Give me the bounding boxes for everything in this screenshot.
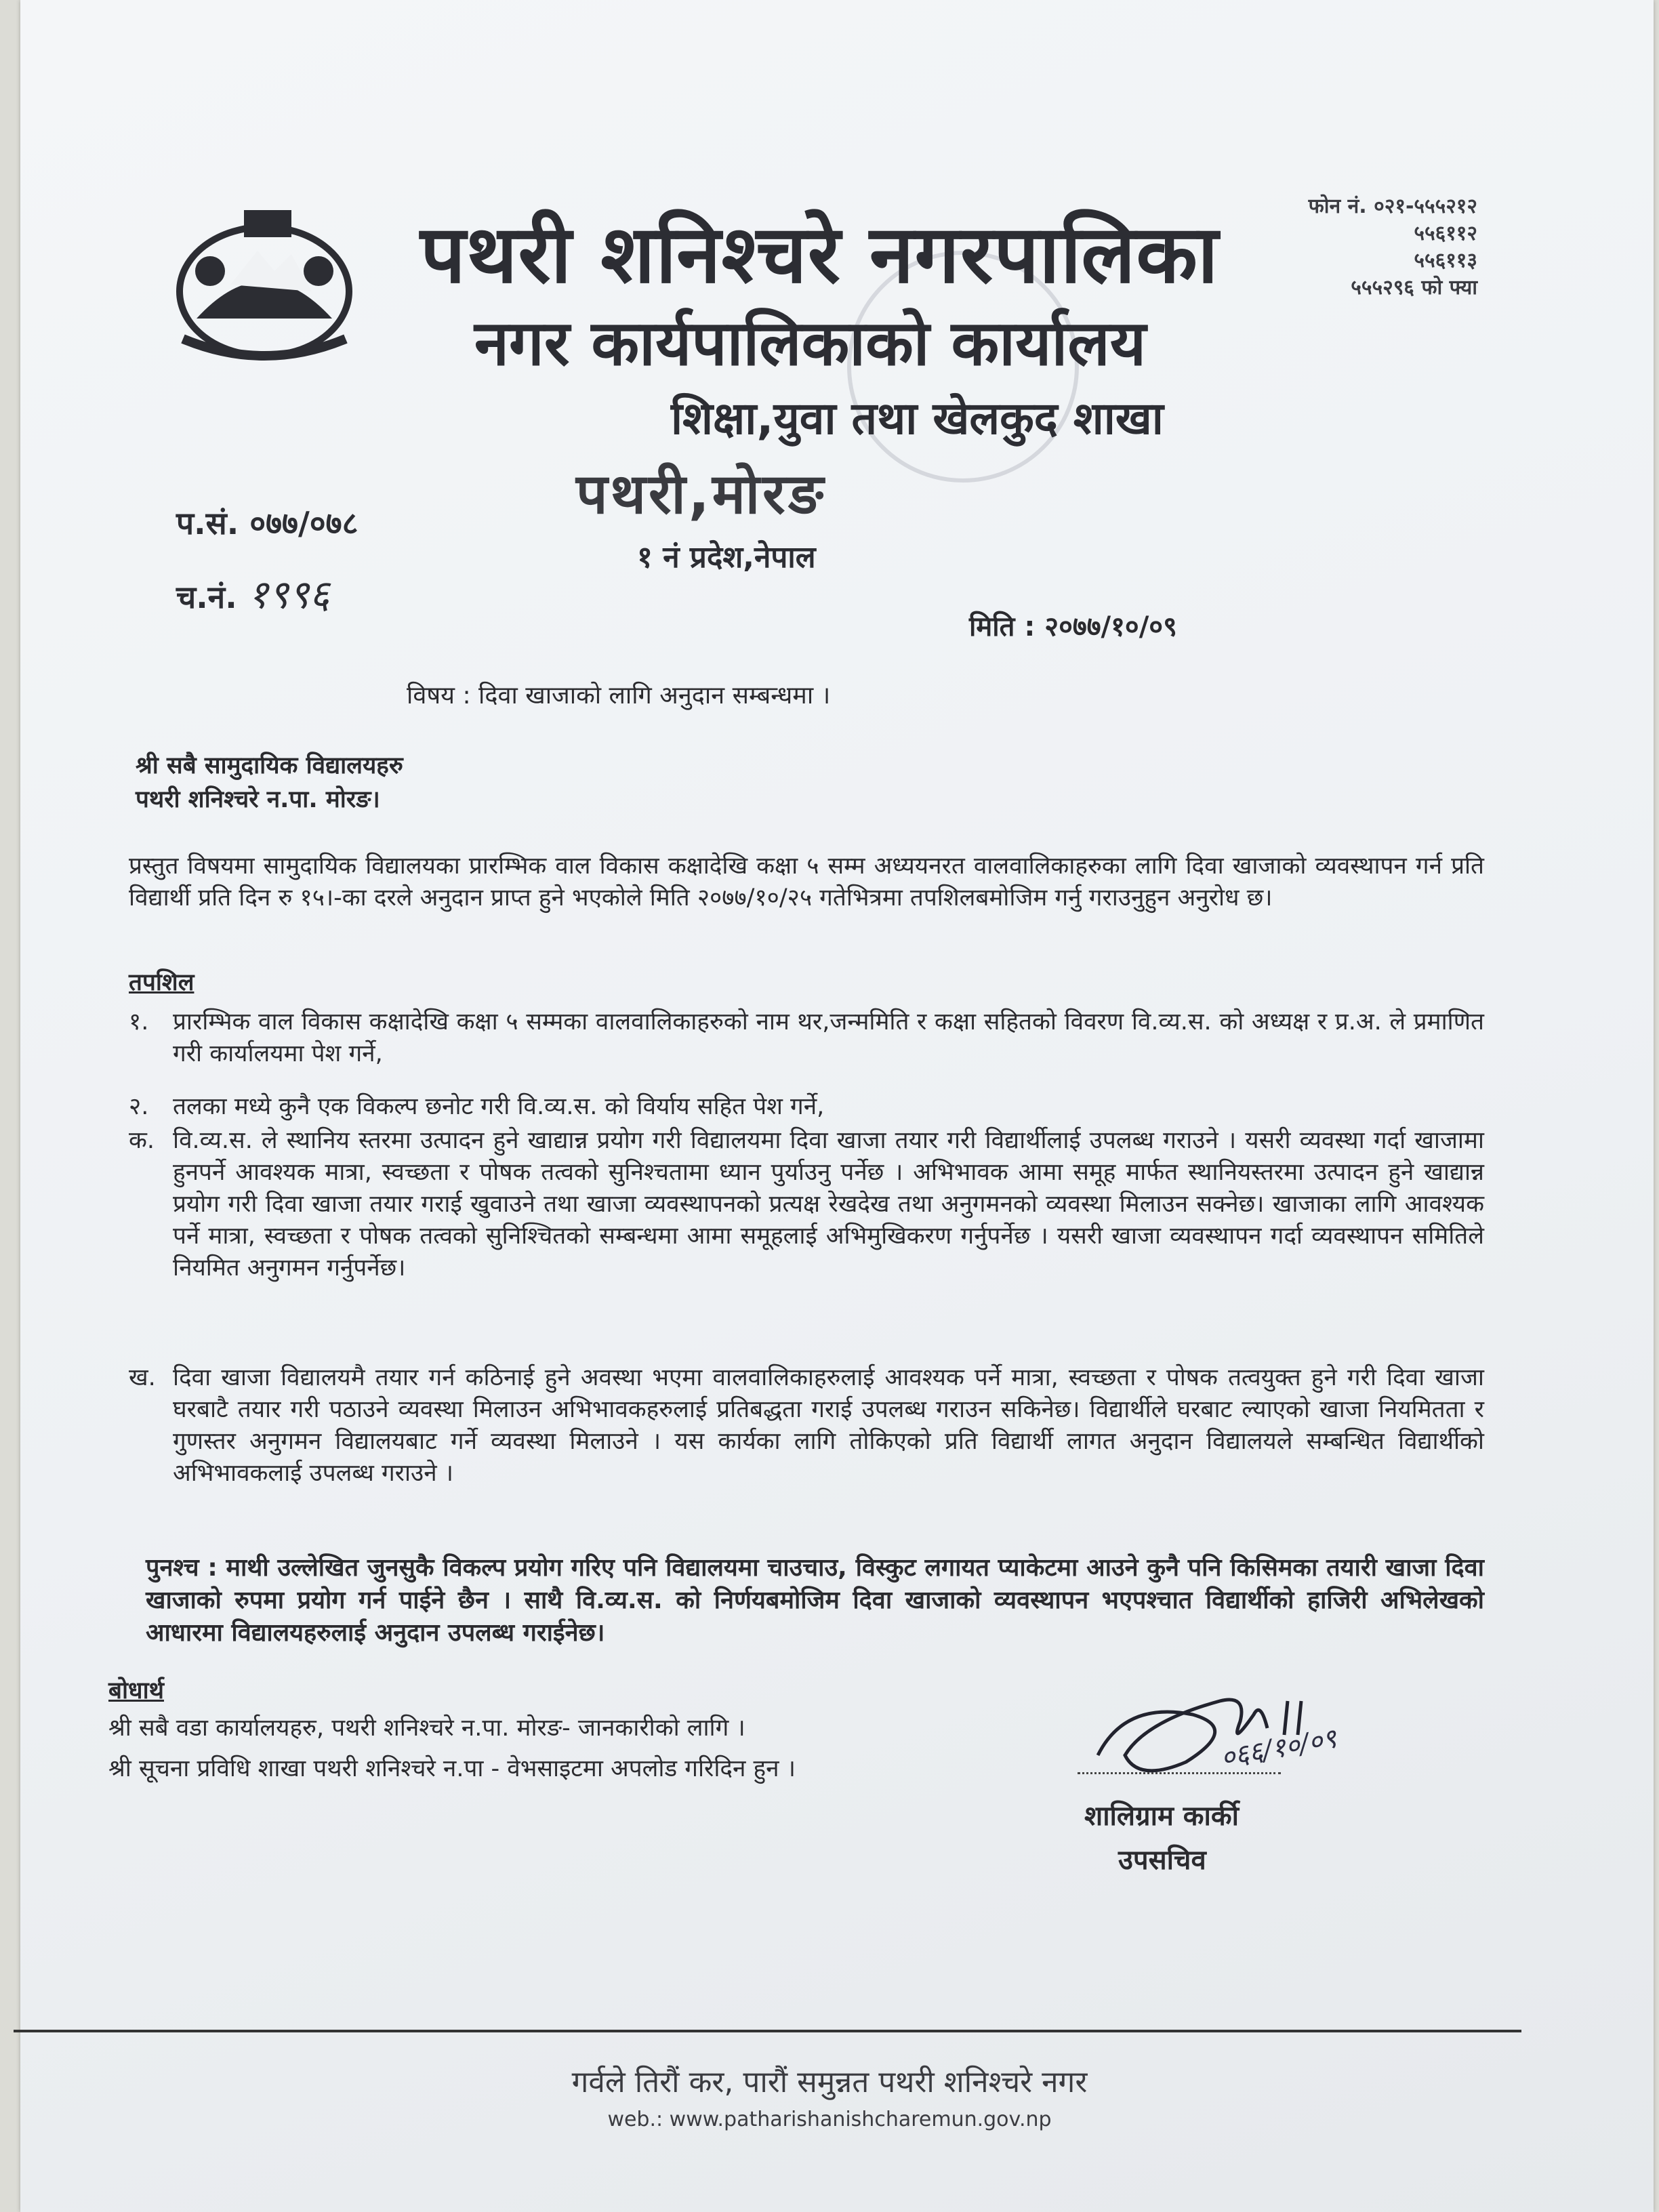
addressee-line: पथरी शनिश्चरे न.पा. मोरङ।: [136, 786, 380, 813]
intro-paragraph: प्रस्तुत विषयमा सामुदायिक विद्यालयका प्रारम्भिक वाल विकास कक्षादेखि कक्षा ५ सम्म अध्ययनरत वालवालिकाहरुका लागि दिवा खाजाको व्यवस्थापन गर्न प्रति विद्यार्थी प्रति दिन रु १५।-का दरले अनुदान प्राप्त हुने भएकोले मिति २०७७/१०/२५ गतेभित्रमा तपशिलबमोजिम गर्नु गराउनुहुन अनुरोध छ।: [129, 853, 1484, 912]
letter-subject: विषय : दिवा खाजाको लागि अनुदान सम्बन्धमा ।: [407, 682, 831, 710]
municipality-title: पथरी शनिश्चरे नगरपालिका: [420, 207, 1219, 301]
list-item-text: वि.व्य.स. ले स्थानिय स्तरमा उत्पादन हुने खाद्यान्न प्रयोग गरी विद्यालयमा दिवा खाजा तयार गरी विद्यार्थीलाई उपलब्ध गराउने । यसरी व्यवस्था गर्दा खाजामा हुनपर्ने आवश्यक मात्रा, स्वच्छता र पोषक तत्वको सुनिश्चतामा ध्यान पुर्याउनु पर्नेछ । अभिभावक आमा समूह मार्फत स्थानियस्तरमा उत्पादन हुने खाद्यान्न प्रयोग गरी दिवा खाजा तयार गराई खुवाउने तथा खाजा व्यवस्थापनको प्रत्यक्ष रेखदेख तथा अनुगमनको व्यवस्था मिलाउन सक्नेछ। खाजाका लागि आवश्यक पर्ने मात्रा, स्वच्छता र पोषक तत्वको सुनिश्चितको सम्बन्धमा आमा समूहलाई अभिमुखिकरण गर्नुपर्नेछ । यसरी खाजा व्यवस्थापन गर्दा व्यवस्थापन समितिले नियमित अनुगमन गर्नुपर्नेछ।: [173, 1127, 1484, 1282]
list-item-text: दिवा खाजा विद्यालयमै तयार गर्न कठिनाई हुने अवस्था भएमा वालवालिकाहरुलाई आवश्यक पर्ने मात्रा, स्वच्छता र पोषक तत्वयुक्त हुने गरी दिवा खाजा घरबाटै तयार गरी पठाउने व्यवस्था मिलाउन अभिभावकहरुलाई प्रतिबद्धता गराई उपलब्ध गराउन सकिनेछ। विद्यार्थीले घरबाट ल्याएको खाजा नियमितता र गुणस्तर अनुगमन विद्यालयबाट गर्ने व्यवस्था मिलाउने । यस कार्यका लागि तोकिएको प्रति विद्यार्थी लागत अनुदान विद्यालयले सम्बन्धित विद्यार्थीको अभिभावकलाई उपलब्ध गराउने ।: [173, 1364, 1484, 1487]
nepal-emblem-icon: [156, 203, 373, 366]
cc-line: श्री सबै वडा कार्यालयहरु, पथरी शनिश्चरे न.पा. मोरङ- जानकारीको लागि ।: [108, 1715, 745, 1742]
phone-line: फोन नं. ०२१-५५५२१२: [1308, 194, 1477, 218]
footer-divider: [14, 2030, 1521, 2032]
phone-numbers: [1152, 193, 1477, 302]
footer-slogan: गर्वले तिरौं कर, पारौं समुन्नत पथरी शनिश्चरे नगर: [571, 2065, 1088, 2100]
letter-date: मिति : २०७७/१०/०९: [969, 611, 1177, 642]
addressee-line: श्री सबै सामुदायिक विद्यालयहरु: [136, 752, 403, 779]
tapsil-heading: तपशिल: [129, 969, 194, 996]
province-title: १ नं प्रदेश,नेपाल: [637, 540, 816, 575]
chalani-number: [176, 566, 329, 619]
phone-line: ५५६११२: [1414, 222, 1477, 245]
list-item: [129, 1125, 1484, 1284]
chalani-value: १९९६: [247, 571, 330, 617]
list-item: [129, 1006, 1484, 1070]
signer-name: शालिग्राम कार्की: [1084, 1801, 1239, 1832]
patra-sankhya: [176, 501, 359, 544]
bodhartha-heading: बोधार्थ: [108, 1677, 165, 1704]
branch-title: शिक्षा,युवा तथा खेलकुद शाखा: [671, 392, 1164, 445]
signer-designation: उपसचिव: [1118, 1845, 1206, 1876]
cc-line: श्री सूचना प्रविधि शाखा पथरी शनिश्चरे न.पा - वेभसाइटमा अपलोड गरिदिन हुन ।: [108, 1755, 796, 1782]
list-item: [129, 1362, 1484, 1490]
phone-line: ५५६११३: [1414, 249, 1477, 272]
place-title: पथरी,मोरङ: [576, 462, 826, 527]
signature-dotted-line: [1078, 1772, 1281, 1774]
list-item: [129, 1091, 1484, 1123]
list-item-number: क.: [129, 1127, 155, 1154]
footer-website: web.: www.patharishanishcharemun.gov.np: [607, 2108, 1052, 2131]
list-item-number: १.: [129, 1008, 149, 1036]
patra-label: प.सं.: [176, 505, 239, 541]
postscript-paragraph: पुनश्च : माथी उल्लेखित जुनसुकै विकल्प प्रयोग गरिए पनि विद्यालयमा चाउचाउ, विस्कुट लगायत प्याकेटमा आउने कुनै पनि किसिमका तयारी खाजा दिवा खाजाको रुपमा प्रयोग गर्न पाईने छैन । साथै वि.व्य.स. को निर्णयबमोजिम दिवा खाजाको व्यवस्थापन भएपश्चात विद्यार्थीको हाजिरी अभिलेखको आधारमा विद्यालयहरुलाई अनुदान उपलब्ध गराईनेछ।: [146, 1554, 1484, 1647]
phone-line: ५५५२९६ फो फ्या: [1351, 276, 1477, 300]
chalani-label: च.नं.: [176, 579, 237, 615]
office-title: नगर कार्यपालिकाको कार्यालय: [474, 307, 1147, 380]
list-item-number: ख.: [129, 1364, 156, 1391]
list-item-text: तलका मध्ये कुनै एक विकल्प छनोट गरी वि.व्य.स. को विर्याय सहित पेश गर्ने,: [173, 1093, 825, 1120]
list-item-text: प्रारम्भिक वाल विकास कक्षादेखि कक्षा ५ सम्मका वालवालिकाहरुको नाम थर,जन्ममिति र कक्षा सहितको विवरण वि.व्य.स. को अध्यक्ष र प्र.अ. ले प्रमाणित गरी कार्यालयमा पेश गर्ने,: [173, 1008, 1484, 1067]
handwritten-date: ०६६/१०/०९: [1218, 1723, 1339, 1774]
list-item-number: २.: [129, 1093, 149, 1120]
patra-value: ०७७/०७८: [249, 505, 359, 541]
